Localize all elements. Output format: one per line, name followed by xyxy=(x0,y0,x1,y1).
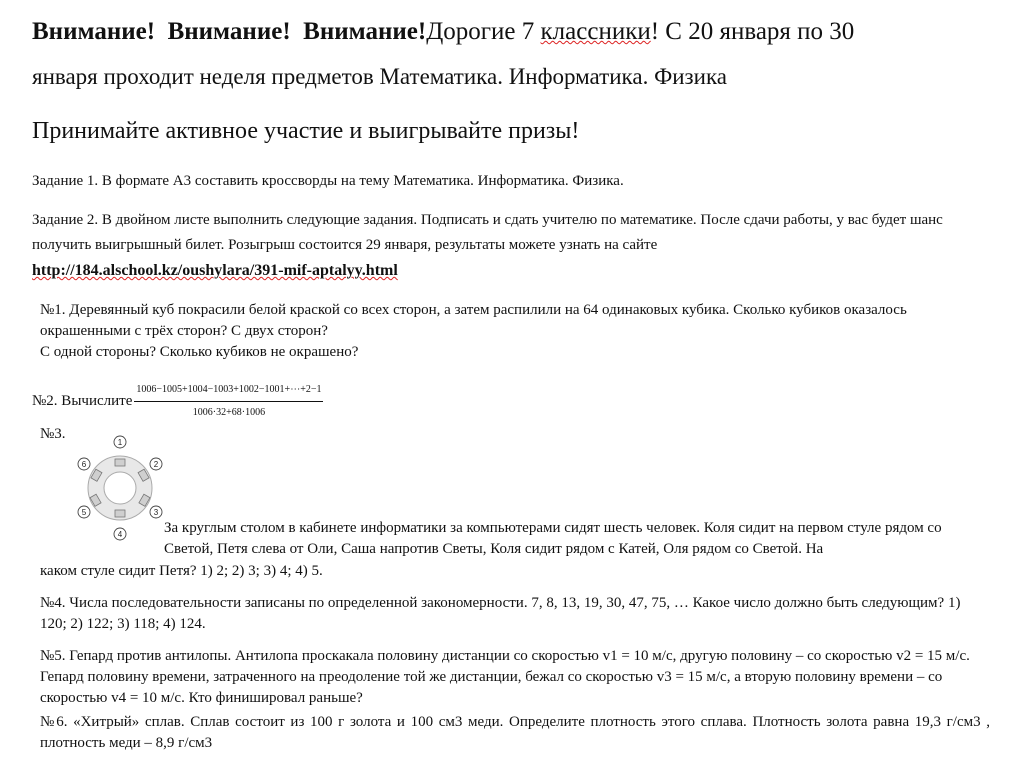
task-2 xyxy=(32,208,992,284)
problem-3-text: За круглым столом в кабинете информатики за компьютерами сидят шесть человек. Коля сидит на первом стуле рядом со Светой, Петя слева от Оли, Саша напротив Светы, Коля сидит рядом с Катей, Оля рядом со Светой. На xyxy=(164,520,942,557)
problem-4: №4. Числа последовательности записаны по определенной закономерности. 7, 8, 13, 19, 30, 47, 75, … Какое число должно быть следующим? 1) 120; 2) 122; 3) 118; 4) 124. xyxy=(40,595,961,632)
fraction-denominator: 1006·32+68·1006 xyxy=(192,407,266,418)
greeting-a: Дорогие 7 xyxy=(426,18,541,45)
attention-1: Внимание! xyxy=(32,18,156,45)
seat-1-label: 1 xyxy=(117,438,123,447)
problem-1 xyxy=(40,300,970,363)
task-2-url[interactable]: http://184.alschool.kz/oushylara/391-mif-aptalyy.html xyxy=(32,262,398,279)
greeting-b: ! С 20 января по 30 xyxy=(650,18,855,45)
call-to-action: Принимайте активное участие и выигрывайте призы! xyxy=(32,118,580,144)
problem-2 xyxy=(32,380,323,423)
problem-6: №6. «Хитрый» сплав. Сплав состоит из 100 г золота и 100 см3 меди. Определите плотность этого сплава. Плотность золота равна 19,3 г/см3 , плотность меди – 8,9 г/см3 xyxy=(40,714,990,751)
problem-5: №5. Гепард против антилопы. Антилопа проскакала половину дистанции со скоростью v1 = 10 м/с, другую половину – со скоростью v2 = 15 м/с. Гепард половину времени, затраченного на преодоление той же дистанции, бежал со скоростью v3 = 15 м/с, а вторую половину времени – со скоростью v4 = 10 м/с. Кто финишировал раньше? xyxy=(40,648,970,706)
task-2-text: Задание 2. В двойном листе выполнить следующие задания. Подписать и сдать учителю по математике. После сдачи работы, у вас будет шанс получить выигрышный билет. Розыгрыш состоится 29 января, результаты можете узнать на сайте xyxy=(32,212,943,253)
seat-2-label: 2 xyxy=(153,460,159,469)
announcement-line-1 xyxy=(32,18,854,46)
round-table-diagram xyxy=(76,434,166,544)
attention-2: Внимание! xyxy=(167,18,291,45)
announcement-line-2: января проходит неделя предметов Математика. Информатика. Физика xyxy=(32,64,727,89)
problem-1-line-2: С одной стороны? Сколько кубиков не окрашено? xyxy=(40,344,359,360)
computer-4 xyxy=(115,510,125,517)
seat-5-label: 5 xyxy=(81,508,87,517)
problem-3-label: №3. xyxy=(40,426,66,442)
problem-2-fraction xyxy=(134,380,323,423)
computer-1 xyxy=(115,459,125,466)
greeting-misspelled: классники xyxy=(540,18,651,45)
table-inner xyxy=(104,472,136,504)
seat-3-label: 3 xyxy=(153,508,159,517)
seat-6-label: 6 xyxy=(81,460,87,469)
problem-3-question: каком стуле сидит Петя? 1) 2; 2) 3; 3) 4; 4) 5. xyxy=(40,563,323,579)
task-1: Задание 1. В формате А3 составить кроссворды на тему Математика. Информатика. Физика. xyxy=(32,173,624,189)
attention-3: Внимание! xyxy=(303,18,427,45)
seat-4-label: 4 xyxy=(117,530,123,539)
problem-2-label: №2. Вычислите xyxy=(32,392,133,409)
problem-1-line-1: №1. Деревянный куб покрасили белой краской со всех сторон, а затем распилили на 64 одинаковых кубика. Сколько кубиков оказалось окрашенными с трёх сторон? С двух сторон? xyxy=(40,302,907,339)
fraction-numerator: 1006−1005+1004−1003+1002−1001+⋯+2−1 xyxy=(134,380,323,402)
